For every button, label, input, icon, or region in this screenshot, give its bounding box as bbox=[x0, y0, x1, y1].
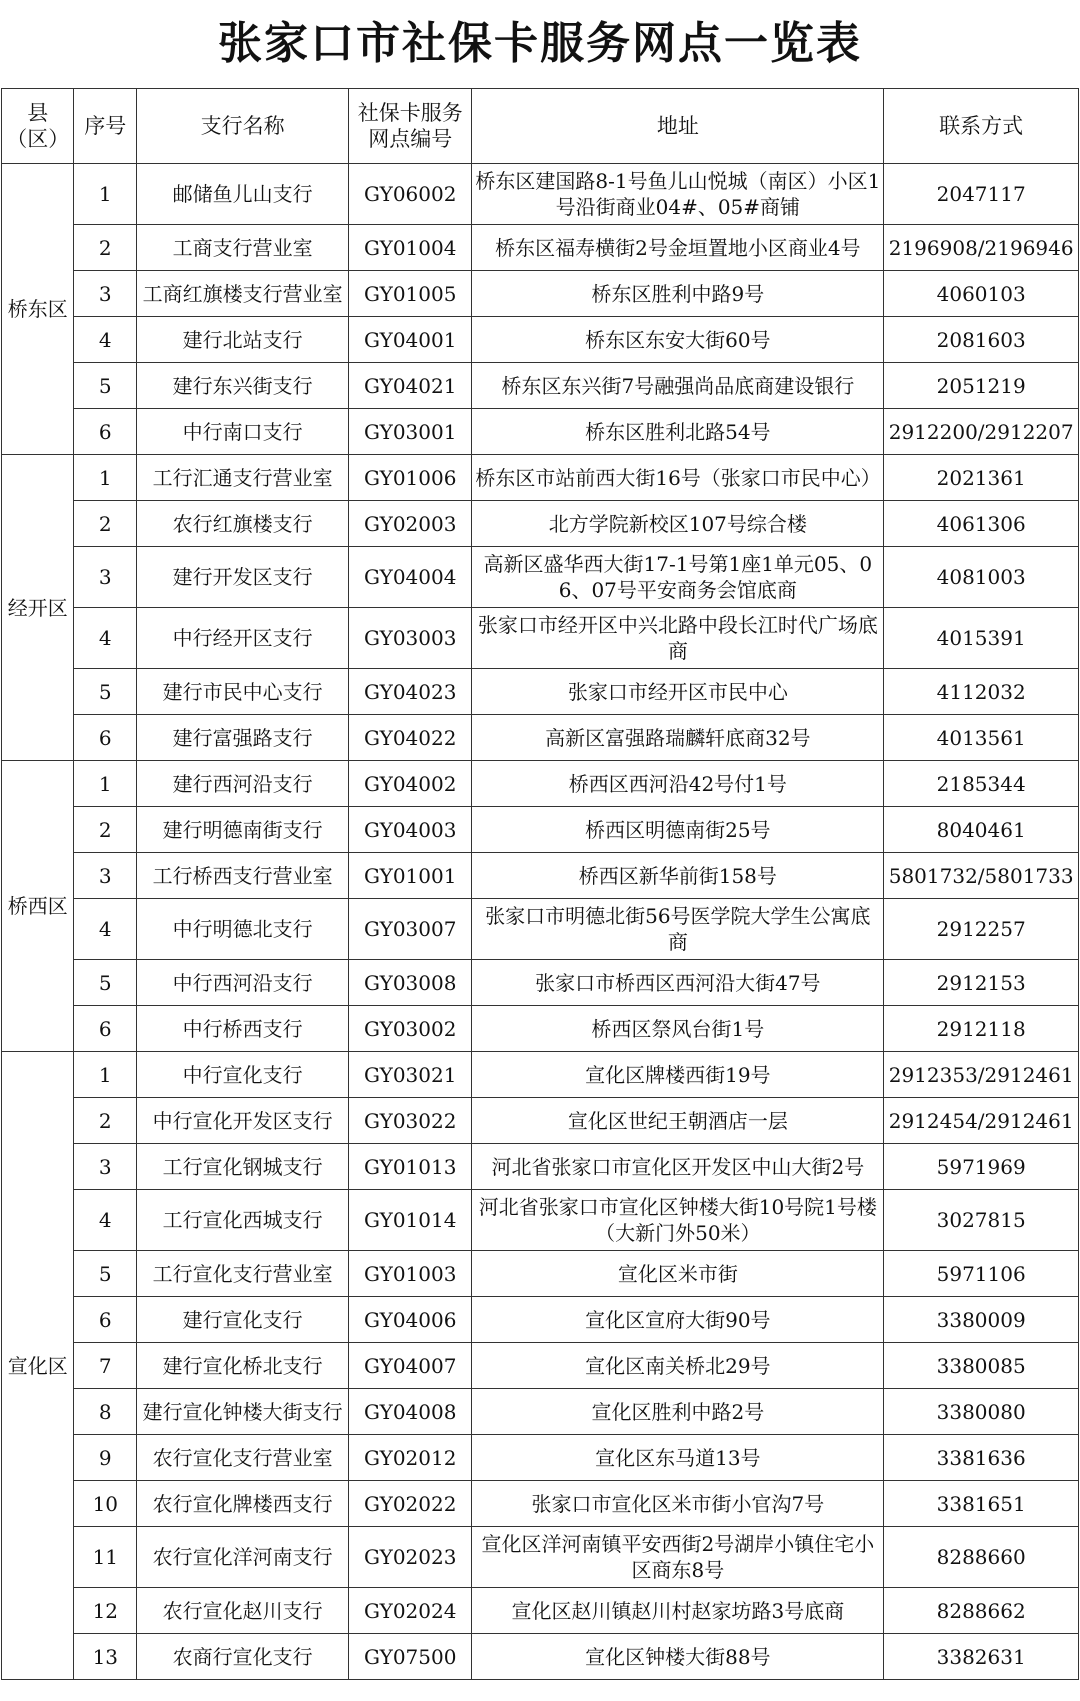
outlet-code-cell: GY03021 bbox=[349, 1052, 472, 1098]
contact-cell: 2912200/2912207 bbox=[884, 409, 1079, 455]
table-row bbox=[2, 1634, 1079, 1680]
address-cell: 宣化区宣府大街90号 bbox=[472, 1297, 884, 1343]
branch-name-cell: 工行桥西支行营业室 bbox=[137, 853, 349, 899]
seq-cell: 6 bbox=[74, 409, 137, 455]
header-county: 县（区） bbox=[2, 89, 74, 164]
branch-name-cell: 建行开发区支行 bbox=[137, 547, 349, 608]
table-row bbox=[2, 853, 1079, 899]
contact-cell: 2912153 bbox=[884, 960, 1079, 1006]
contact-cell: 3382631 bbox=[884, 1634, 1079, 1680]
outlet-code-cell: GY01004 bbox=[349, 225, 472, 271]
contact-cell: 2912454/2912461 bbox=[884, 1098, 1079, 1144]
outlet-code-cell: GY03003 bbox=[349, 608, 472, 669]
outlet-code-cell: GY04001 bbox=[349, 317, 472, 363]
header-address: 地址 bbox=[472, 89, 884, 164]
address-cell: 河北省张家口市宣化区钟楼大街10号院1号楼（大新门外50米） bbox=[472, 1190, 884, 1251]
branch-name-cell: 建行东兴街支行 bbox=[137, 363, 349, 409]
branch-name-cell: 中行桥西支行 bbox=[137, 1006, 349, 1052]
seq-cell: 2 bbox=[74, 501, 137, 547]
contact-cell: 4060103 bbox=[884, 271, 1079, 317]
table-row bbox=[2, 225, 1079, 271]
table-row bbox=[2, 1481, 1079, 1527]
address-cell: 桥东区东兴街7号融强尚品底商建设银行 bbox=[472, 363, 884, 409]
address-cell: 宣化区世纪王朝酒店一层 bbox=[472, 1098, 884, 1144]
seq-cell: 2 bbox=[74, 1098, 137, 1144]
contact-cell: 4015391 bbox=[884, 608, 1079, 669]
header-branch: 支行名称 bbox=[137, 89, 349, 164]
contact-cell: 5971106 bbox=[884, 1251, 1079, 1297]
address-cell: 桥西区明德南街25号 bbox=[472, 807, 884, 853]
seq-cell: 10 bbox=[74, 1481, 137, 1527]
seq-cell: 8 bbox=[74, 1389, 137, 1435]
contact-cell: 2912353/2912461 bbox=[884, 1052, 1079, 1098]
seq-cell: 1 bbox=[74, 164, 137, 225]
branch-name-cell: 中行宣化支行 bbox=[137, 1052, 349, 1098]
outlet-code-cell: GY04006 bbox=[349, 1297, 472, 1343]
contact-cell: 4081003 bbox=[884, 547, 1079, 608]
address-cell: 桥东区市站前西大街16号（张家口市民中心） bbox=[472, 455, 884, 501]
outlet-code-cell: GY02012 bbox=[349, 1435, 472, 1481]
branch-name-cell: 建行明德南街支行 bbox=[137, 807, 349, 853]
table-row bbox=[2, 1190, 1079, 1251]
outlet-code-cell: GY04004 bbox=[349, 547, 472, 608]
table-row bbox=[2, 164, 1079, 225]
outlet-code-cell: GY01014 bbox=[349, 1190, 472, 1251]
table-row bbox=[2, 899, 1079, 960]
outlet-code-cell: GY03007 bbox=[349, 899, 472, 960]
contact-cell: 3381636 bbox=[884, 1435, 1079, 1481]
county-cell: 桥西区 bbox=[2, 761, 74, 1052]
address-cell: 张家口市明德北街56号医学院大学生公寓底商 bbox=[472, 899, 884, 960]
branch-name-cell: 建行宣化钟楼大街支行 bbox=[137, 1389, 349, 1435]
outlet-code-cell: GY01001 bbox=[349, 853, 472, 899]
seq-cell: 6 bbox=[74, 1006, 137, 1052]
branch-name-cell: 农行红旗楼支行 bbox=[137, 501, 349, 547]
branch-name-cell: 农行宣化洋河南支行 bbox=[137, 1527, 349, 1588]
seq-cell: 5 bbox=[74, 669, 137, 715]
table-row bbox=[2, 455, 1079, 501]
seq-cell: 11 bbox=[74, 1527, 137, 1588]
address-cell: 张家口市宣化区米市街小官沟7号 bbox=[472, 1481, 884, 1527]
branch-name-cell: 建行宣化桥北支行 bbox=[137, 1343, 349, 1389]
seq-cell: 3 bbox=[74, 853, 137, 899]
outlet-code-cell: GY03002 bbox=[349, 1006, 472, 1052]
seq-cell: 12 bbox=[74, 1588, 137, 1634]
branch-name-cell: 中行宣化开发区支行 bbox=[137, 1098, 349, 1144]
contact-cell: 2185344 bbox=[884, 761, 1079, 807]
address-cell: 宣化区东马道13号 bbox=[472, 1435, 884, 1481]
branch-name-cell: 邮储鱼儿山支行 bbox=[137, 164, 349, 225]
contact-cell: 3380085 bbox=[884, 1343, 1079, 1389]
address-cell: 高新区盛华西大街17-1号第1座1单元05、06、07号平安商务会馆底商 bbox=[472, 547, 884, 608]
seq-cell: 3 bbox=[74, 547, 137, 608]
contact-cell: 8288660 bbox=[884, 1527, 1079, 1588]
outlet-code-cell: GY04023 bbox=[349, 669, 472, 715]
seq-cell: 4 bbox=[74, 899, 137, 960]
branch-name-cell: 农行宣化支行营业室 bbox=[137, 1435, 349, 1481]
outlet-code-cell: GY04008 bbox=[349, 1389, 472, 1435]
table-row bbox=[2, 501, 1079, 547]
table-row bbox=[2, 363, 1079, 409]
county-cell: 经开区 bbox=[2, 455, 74, 761]
outlet-code-cell: GY03001 bbox=[349, 409, 472, 455]
seq-cell: 5 bbox=[74, 1251, 137, 1297]
page-title: 张家口市社保卡服务网点一览表 bbox=[218, 18, 862, 69]
header-seq: 序号 bbox=[74, 89, 137, 164]
seq-cell: 6 bbox=[74, 715, 137, 761]
seq-cell: 2 bbox=[74, 807, 137, 853]
table-row bbox=[2, 1144, 1079, 1190]
outlet-code-cell: GY02022 bbox=[349, 1481, 472, 1527]
table-row bbox=[2, 1297, 1079, 1343]
branch-name-cell: 建行西河沿支行 bbox=[137, 761, 349, 807]
address-cell: 宣化区米市街 bbox=[472, 1251, 884, 1297]
outlet-code-cell: GY01006 bbox=[349, 455, 472, 501]
address-cell: 桥东区胜利中路9号 bbox=[472, 271, 884, 317]
table-row bbox=[2, 547, 1079, 608]
branch-name-cell: 工商支行营业室 bbox=[137, 225, 349, 271]
contact-cell: 3381651 bbox=[884, 1481, 1079, 1527]
address-cell: 桥西区西河沿42号付1号 bbox=[472, 761, 884, 807]
branch-name-cell: 建行市民中心支行 bbox=[137, 669, 349, 715]
table-row bbox=[2, 761, 1079, 807]
outlet-code-cell: GY04007 bbox=[349, 1343, 472, 1389]
address-cell: 宣化区牌楼西街19号 bbox=[472, 1052, 884, 1098]
contact-cell: 4013561 bbox=[884, 715, 1079, 761]
contact-cell: 4061306 bbox=[884, 501, 1079, 547]
seq-cell: 4 bbox=[74, 317, 137, 363]
seq-cell: 4 bbox=[74, 1190, 137, 1251]
address-cell: 张家口市经开区市民中心 bbox=[472, 669, 884, 715]
contact-cell: 3027815 bbox=[884, 1190, 1079, 1251]
seq-cell: 3 bbox=[74, 1144, 137, 1190]
table-row bbox=[2, 409, 1079, 455]
address-cell: 宣化区赵川镇赵川村赵家坊路3号底商 bbox=[472, 1588, 884, 1634]
branch-name-cell: 工行宣化西城支行 bbox=[137, 1190, 349, 1251]
table-row bbox=[2, 1588, 1079, 1634]
branch-name-cell: 农商行宣化支行 bbox=[137, 1634, 349, 1680]
contact-cell: 2081603 bbox=[884, 317, 1079, 363]
outlet-code-cell: GY03008 bbox=[349, 960, 472, 1006]
outlet-code-cell: GY02023 bbox=[349, 1527, 472, 1588]
address-cell: 桥西区祭风台街1号 bbox=[472, 1006, 884, 1052]
outlet-code-cell: GY04002 bbox=[349, 761, 472, 807]
address-cell: 桥西区新华前街158号 bbox=[472, 853, 884, 899]
address-cell: 宣化区钟楼大街88号 bbox=[472, 1634, 884, 1680]
table-row bbox=[2, 608, 1079, 669]
branch-name-cell: 建行北站支行 bbox=[137, 317, 349, 363]
table-row bbox=[2, 1006, 1079, 1052]
seq-cell: 3 bbox=[74, 271, 137, 317]
address-cell: 宣化区胜利中路2号 bbox=[472, 1389, 884, 1435]
outlet-code-cell: GY02024 bbox=[349, 1588, 472, 1634]
seq-cell: 7 bbox=[74, 1343, 137, 1389]
seq-cell: 13 bbox=[74, 1634, 137, 1680]
seq-cell: 5 bbox=[74, 363, 137, 409]
outlet-code-cell: GY07500 bbox=[349, 1634, 472, 1680]
branch-name-cell: 工行宣化支行营业室 bbox=[137, 1251, 349, 1297]
table-row bbox=[2, 807, 1079, 853]
address-cell: 桥东区东安大街60号 bbox=[472, 317, 884, 363]
address-cell: 张家口市经开区中兴北路中段长江时代广场底商 bbox=[472, 608, 884, 669]
contact-cell: 2912257 bbox=[884, 899, 1079, 960]
contact-cell: 3380080 bbox=[884, 1389, 1079, 1435]
header-row bbox=[2, 89, 1079, 164]
table-row bbox=[2, 317, 1079, 363]
header-contact: 联系方式 bbox=[884, 89, 1079, 164]
contact-cell: 8288662 bbox=[884, 1588, 1079, 1634]
branch-name-cell: 工商红旗楼支行营业室 bbox=[137, 271, 349, 317]
outlet-code-cell: GY01003 bbox=[349, 1251, 472, 1297]
contact-cell: 2021361 bbox=[884, 455, 1079, 501]
seq-cell: 1 bbox=[74, 455, 137, 501]
outlet-code-cell: GY04022 bbox=[349, 715, 472, 761]
address-cell: 宣化区洋河南镇平安西街2号湖岸小镇住宅小区商东8号 bbox=[472, 1527, 884, 1588]
address-cell: 桥东区福寿横街2号金垣置地小区商业4号 bbox=[472, 225, 884, 271]
service-outlet-table bbox=[1, 88, 1079, 1680]
header-code: 社保卡服务网点编号 bbox=[349, 89, 472, 164]
outlet-code-cell: GY02003 bbox=[349, 501, 472, 547]
address-cell: 桥东区建国路8-1号鱼儿山悦城（南区）小区1号沿街商业04#、05#商铺 bbox=[472, 164, 884, 225]
county-cell: 宣化区 bbox=[2, 1052, 74, 1680]
seq-cell: 1 bbox=[74, 1052, 137, 1098]
contact-cell: 3380009 bbox=[884, 1297, 1079, 1343]
contact-cell: 5971969 bbox=[884, 1144, 1079, 1190]
branch-name-cell: 农行宣化牌楼西支行 bbox=[137, 1481, 349, 1527]
outlet-code-cell: GY01005 bbox=[349, 271, 472, 317]
contact-cell: 2912118 bbox=[884, 1006, 1079, 1052]
contact-cell: 2047117 bbox=[884, 164, 1079, 225]
county-cell: 桥东区 bbox=[2, 164, 74, 455]
table-body bbox=[2, 164, 1079, 1680]
contact-cell: 2051219 bbox=[884, 363, 1079, 409]
contact-cell: 2196908/2196946 bbox=[884, 225, 1079, 271]
table-row bbox=[2, 1435, 1079, 1481]
seq-cell: 6 bbox=[74, 1297, 137, 1343]
address-cell: 北方学院新校区107号综合楼 bbox=[472, 501, 884, 547]
branch-name-cell: 农行宣化赵川支行 bbox=[137, 1588, 349, 1634]
branch-name-cell: 中行西河沿支行 bbox=[137, 960, 349, 1006]
outlet-code-cell: GY06002 bbox=[349, 164, 472, 225]
table-row bbox=[2, 1251, 1079, 1297]
seq-cell: 9 bbox=[74, 1435, 137, 1481]
branch-name-cell: 工行宣化钢城支行 bbox=[137, 1144, 349, 1190]
seq-cell: 4 bbox=[74, 608, 137, 669]
table-row bbox=[2, 1389, 1079, 1435]
branch-name-cell: 中行南口支行 bbox=[137, 409, 349, 455]
address-cell: 桥东区胜利北路54号 bbox=[472, 409, 884, 455]
table-row bbox=[2, 1527, 1079, 1588]
contact-cell: 5801732/5801733 bbox=[884, 853, 1079, 899]
seq-cell: 1 bbox=[74, 761, 137, 807]
table-row bbox=[2, 1343, 1079, 1389]
table-row bbox=[2, 1052, 1079, 1098]
outlet-code-cell: GY04021 bbox=[349, 363, 472, 409]
address-cell: 宣化区南关桥北29号 bbox=[472, 1343, 884, 1389]
contact-cell: 4112032 bbox=[884, 669, 1079, 715]
table-row bbox=[2, 271, 1079, 317]
branch-name-cell: 中行明德北支行 bbox=[137, 899, 349, 960]
branch-name-cell: 建行宣化支行 bbox=[137, 1297, 349, 1343]
table-row bbox=[2, 1098, 1079, 1144]
seq-cell: 5 bbox=[74, 960, 137, 1006]
branch-name-cell: 中行经开区支行 bbox=[137, 608, 349, 669]
address-cell: 张家口市桥西区西河沿大街47号 bbox=[472, 960, 884, 1006]
branch-name-cell: 建行富强路支行 bbox=[137, 715, 349, 761]
outlet-code-cell: GY03022 bbox=[349, 1098, 472, 1144]
contact-cell: 8040461 bbox=[884, 807, 1079, 853]
table-row bbox=[2, 960, 1079, 1006]
outlet-code-cell: GY01013 bbox=[349, 1144, 472, 1190]
branch-name-cell: 工行汇通支行营业室 bbox=[137, 455, 349, 501]
seq-cell: 2 bbox=[74, 225, 137, 271]
table-row bbox=[2, 715, 1079, 761]
table-row bbox=[2, 669, 1079, 715]
address-cell: 高新区富强路瑞麟轩底商32号 bbox=[472, 715, 884, 761]
address-cell: 河北省张家口市宣化区开发区中山大街2号 bbox=[472, 1144, 884, 1190]
outlet-code-cell: GY04003 bbox=[349, 807, 472, 853]
